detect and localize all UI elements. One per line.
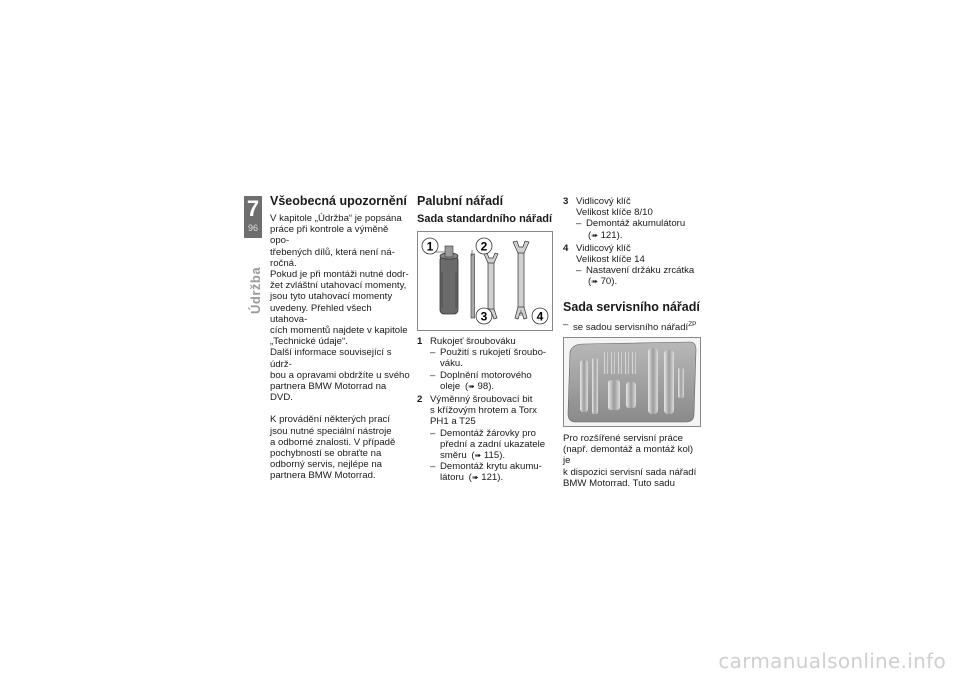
text-line: „Technické údaje“. <box>270 336 348 348</box>
option-superscript: ZP <box>688 320 697 328</box>
onboard-tools-title: Palubní nářadí <box>417 194 504 208</box>
tool-item-4 <box>563 243 703 288</box>
tool-item-2 <box>417 394 553 484</box>
page-reference[interactable]: (➠ 70). <box>588 276 618 288</box>
page-reference-value: 115). <box>483 450 506 462</box>
general-notes-title: Všeobecná upozornění <box>270 194 407 208</box>
text-line: třebených dílů, která není ná- <box>270 246 395 258</box>
text-line: Použití s rukojetí šroubo- <box>440 347 547 359</box>
text-line: Další informace související s údrž- <box>270 347 392 370</box>
text-line: váku. <box>440 358 463 370</box>
chapter-label: Údržba <box>248 266 263 314</box>
text-line: Demontáž akumulátoru <box>586 218 686 230</box>
text-line: k dispozici servisní sada nářadí <box>563 466 697 478</box>
onboard-tools-column <box>417 194 553 484</box>
text-line: pochybností se obraťte na <box>270 448 382 460</box>
page-reference-value: 70). <box>600 276 618 288</box>
text-line: žet zvláštní utahovací momenty, <box>270 280 407 292</box>
tool-item-number: 2 <box>417 394 423 406</box>
text-line: Nastavení držáku zrcátka <box>586 265 695 277</box>
text-line: přední a zadní ukazatele <box>440 438 546 450</box>
text-line: směru <box>440 450 467 462</box>
chapter-number: 7 <box>246 196 260 221</box>
wrench-column <box>563 194 703 489</box>
text-line: K provádění některých prací <box>270 414 390 426</box>
text-line: V kapitole „Údržba“ je popsána <box>270 213 402 224</box>
service-toolkit-paragraph <box>563 433 703 489</box>
tool-item-text: Rukojeť šroubováku <box>430 336 516 347</box>
text-line: ročná. <box>270 257 297 269</box>
text-line: (např. demontáž a montáž kol) je <box>563 444 694 467</box>
text-line: oleje <box>440 380 461 392</box>
service-toolkit-figure <box>563 337 701 427</box>
tool-item-text: s křížovým hrotem a Torx <box>430 405 537 417</box>
page-reference-value: 98). <box>477 380 495 392</box>
tool-item-text: PH1 a T25 <box>430 416 476 428</box>
text-line: cích momentů najdete v kapitole <box>270 325 408 337</box>
page-reference-value: 121). <box>481 472 504 484</box>
text-line: Demontáž žárovky pro <box>440 427 536 439</box>
text-line: bou a opravami obdržíte u svého <box>270 369 410 381</box>
general-notes-paragraph-2 <box>270 414 410 481</box>
tool-item-1 <box>417 336 553 392</box>
text-line: jsou nutné speciální nástroje <box>270 425 392 437</box>
text-line: partnera BMW Motorrad na DVD. <box>270 381 387 404</box>
callout-4-label: 4 <box>536 309 544 324</box>
watermark: carmanualsonline.info <box>718 649 946 673</box>
text-line: partnera BMW Motorrad. <box>270 470 376 482</box>
tool-item-text: Velikost klíče 8/10 <box>576 207 653 219</box>
chapter-tab <box>244 196 262 238</box>
arrow-icon: ➠ <box>474 451 482 461</box>
text-line: odborný servis, nejlépe na <box>270 459 382 471</box>
page-reference[interactable]: (➠ 98). <box>464 380 495 392</box>
general-notes-column <box>270 194 410 482</box>
tool-use: – Nastavení držáku zrcátka (➠ 70). <box>576 265 703 287</box>
service-toolkit-note: – se sadou servisního nářadí$^{ZP}$ <box>563 318 697 333</box>
text-line: práce při kontrole a výměně opo- <box>270 224 389 247</box>
tool-use: – Demontáž krytu akumu- látoru (➠ 121). <box>430 461 553 483</box>
page-reference[interactable]: (➠ 121). <box>588 229 623 241</box>
tool-item-text: Velikost klíče 14 <box>576 254 645 266</box>
text-line: uvedeny. Přehled všech utahova- <box>270 302 372 325</box>
page-reference-value: 121). <box>600 229 623 241</box>
arrow-icon: ➠ <box>591 230 598 240</box>
tool-item-number: 4 <box>563 242 569 254</box>
text-line: se sadou servisního nářadí <box>573 321 689 333</box>
callout-1-label: 1 <box>426 239 434 254</box>
text-line: látoru <box>440 472 464 484</box>
text-line: a odborné znalosti. V případě <box>270 436 396 448</box>
text-line: Pro rozšířené servisní práce <box>563 433 683 445</box>
text-line: Demontáž krytu akumu- <box>440 461 542 473</box>
tool-item-text: Vidlicový klíč <box>576 242 631 254</box>
text-line: Pokud je při montáži nutné dodr- <box>270 269 409 281</box>
service-toolkit-illustration <box>564 338 700 426</box>
text-line: jsou tyto utahovací momenty <box>270 291 393 303</box>
tool-item-text: Výměnný šroubovací bit <box>430 394 533 406</box>
toolkit-illustration <box>418 232 552 330</box>
tool-item-number: 1 <box>417 336 423 347</box>
tool-use: – Demontáž žárovky pro přední a zadní ukazatele směru (➠ 115). <box>430 428 553 462</box>
standard-toolkit-subtitle: Sada standardního nářadí <box>417 213 553 225</box>
tool-item-3 <box>563 196 703 241</box>
service-toolkit-title: Sada servisního nářadí <box>563 299 700 314</box>
callout-3-label: 3 <box>480 309 488 324</box>
arrow-icon: ➠ <box>468 381 475 391</box>
general-notes-paragraph-1 <box>270 213 410 403</box>
arrow-icon: ➠ <box>471 473 479 483</box>
tool-use: – Demontáž akumulátoru (➠ 121). <box>576 218 703 240</box>
tool-item-number: 3 <box>563 196 569 207</box>
text-line: Doplnění motorového <box>440 369 532 381</box>
tool-use: – Doplnění motorového oleje (➠ 98). <box>430 370 553 392</box>
toolkit-figure <box>417 231 553 331</box>
arrow-icon: ➠ <box>591 277 598 287</box>
tool-use: – Použití s rukojetí šroubo- váku. <box>430 347 553 369</box>
page-number: 96 <box>247 223 258 233</box>
tool-item-text: Vidlicový klíč <box>576 196 631 207</box>
callout-2-label: 2 <box>480 239 488 254</box>
page-reference[interactable]: (➠ 115). <box>471 450 506 462</box>
page-reference[interactable]: (➠ 121). <box>468 472 504 484</box>
text-line: BMW Motorrad. Tuto sadu <box>563 477 675 489</box>
